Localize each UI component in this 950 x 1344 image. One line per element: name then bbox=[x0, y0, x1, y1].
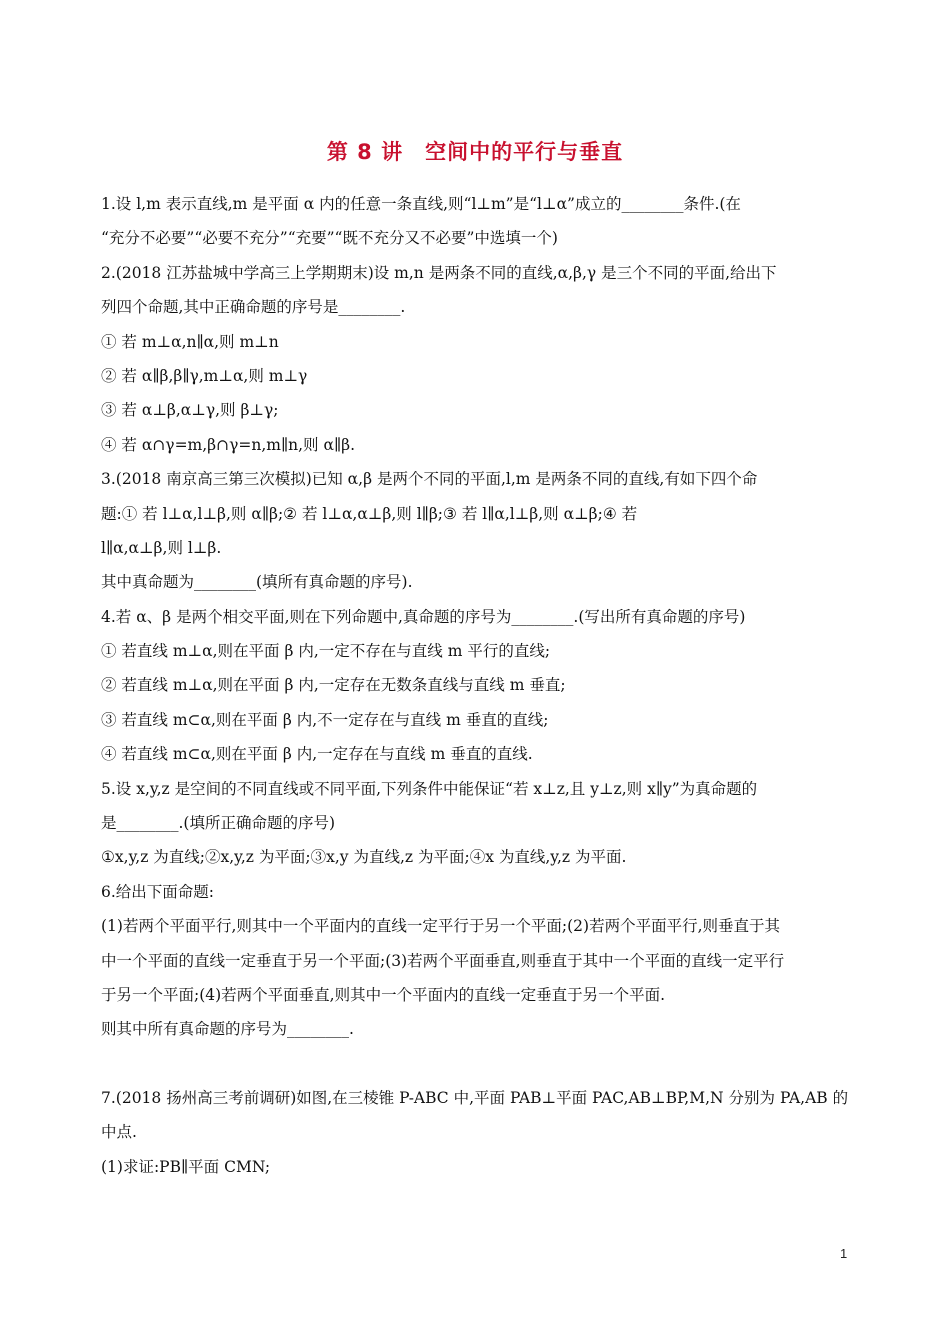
text-line: ①x,y,z 为直线;②x,y,z 为平面;③x,y 为直线,z 为平面;④x 为直线,y,z 为平面. bbox=[101, 848, 627, 867]
text-line: ③ 若 α⊥β,α⊥γ,则 β⊥γ; bbox=[101, 401, 279, 420]
text-line: 4.若 α、β 是两个相交平面,则在下列命题中,真命题的序号为________.(写出所有真命题的序号) bbox=[101, 607, 746, 626]
text-line: 1.设 l,m 表示直线,m 是平面 α 内的任意一条直线,则“l⊥m”是“l⊥α”成立的________条件.(在 bbox=[101, 195, 741, 213]
text-line: ② 若直线 m⊥α,则在平面 β 内,一定存在无数条直线与直线 m 垂直; bbox=[101, 676, 566, 695]
text-line: ④ 若直线 m⊂α,则在平面 β 内,一定存在与直线 m 垂直的直线. bbox=[101, 745, 533, 764]
text-line: ④ 若 α∩γ=m,β∩γ=n,m∥n,则 α∥β. bbox=[101, 435, 356, 454]
text-line: ① 若直线 m⊥α,则在平面 β 内,一定不存在与直线 m 平行的直线; bbox=[101, 642, 551, 661]
problem-list bbox=[101, 187, 849, 1184]
text-line: 2.(2018 江苏盐城中学高三上学期期末)设 m,n 是两条不同的直线,α,β,γ 是三个不同的平面,给出下 bbox=[101, 263, 777, 282]
text-line: 其中真命题为________(填所有真命题的序号). bbox=[101, 573, 413, 592]
text-line: 5.设 x,y,z 是空间的不同直线或不同平面,下列条件中能保证“若 x⊥z,且 y⊥z,则 x∥y”为真命题的 bbox=[101, 779, 758, 798]
page-number: 1 bbox=[840, 1246, 848, 1261]
text-line: 3.(2018 南京高三第三次模拟)已知 α,β 是两个不同的平面,l,m 是两条不同的直线,有如下四个命 bbox=[101, 470, 758, 489]
text-line: 则其中所有真命题的序号为________. bbox=[101, 1020, 354, 1039]
page-title: 第 8 讲 空间中的平行与垂直 bbox=[326, 140, 624, 164]
text-line: (1)求证:PB∥平面 CMN; bbox=[101, 1157, 271, 1176]
text-line: l∥α,α⊥β,则 l⊥β. bbox=[101, 538, 222, 557]
text-line: 7.(2018 扬州高三考前调研)如图,在三棱锥 P-ABC 中,平面 PAB⊥平面 PAC,AB⊥BP,M,N 分别为 PA,AB 的 bbox=[101, 1088, 849, 1107]
text-line: 中一个平面的直线一定垂直于另一个平面;(3)若两个平面垂直,则垂直于其中一个平面的直线一定平行 bbox=[101, 951, 785, 970]
text-line: 于另一个平面;(4)若两个平面垂直,则其中一个平面内的直线一定垂直于另一个平面. bbox=[101, 985, 666, 1004]
text-line: 6.给出下面命题: bbox=[101, 882, 215, 901]
text-line: 是________.(填所正确命题的序号) bbox=[101, 814, 336, 833]
text-line: 列四个命题,其中正确命题的序号是________. bbox=[101, 298, 406, 317]
text-line: 中点. bbox=[101, 1123, 137, 1142]
text-line: (1)若两个平面平行,则其中一个平面内的直线一定平行于另一个平面;(2)若两个平面平行,则垂直于其 bbox=[101, 917, 780, 936]
text-line: ① 若 m⊥α,n∥α,则 m⊥n bbox=[101, 332, 279, 351]
text-line: ③ 若直线 m⊂α,则在平面 β 内,不一定存在与直线 m 垂直的直线; bbox=[101, 710, 549, 729]
text-line: 题:① 若 l⊥α,l⊥β,则 α∥β;② 若 l⊥α,α⊥β,则 l∥β;③ 若 l∥α,l⊥β,则 α⊥β;④ 若 bbox=[101, 504, 638, 523]
text-line: “充分不必要”“必要不充分”“充要”“既不充分又不必要”中选填一个) bbox=[101, 229, 558, 248]
text-line: ② 若 α∥β,β∥γ,m⊥α,则 m⊥γ bbox=[101, 366, 308, 385]
